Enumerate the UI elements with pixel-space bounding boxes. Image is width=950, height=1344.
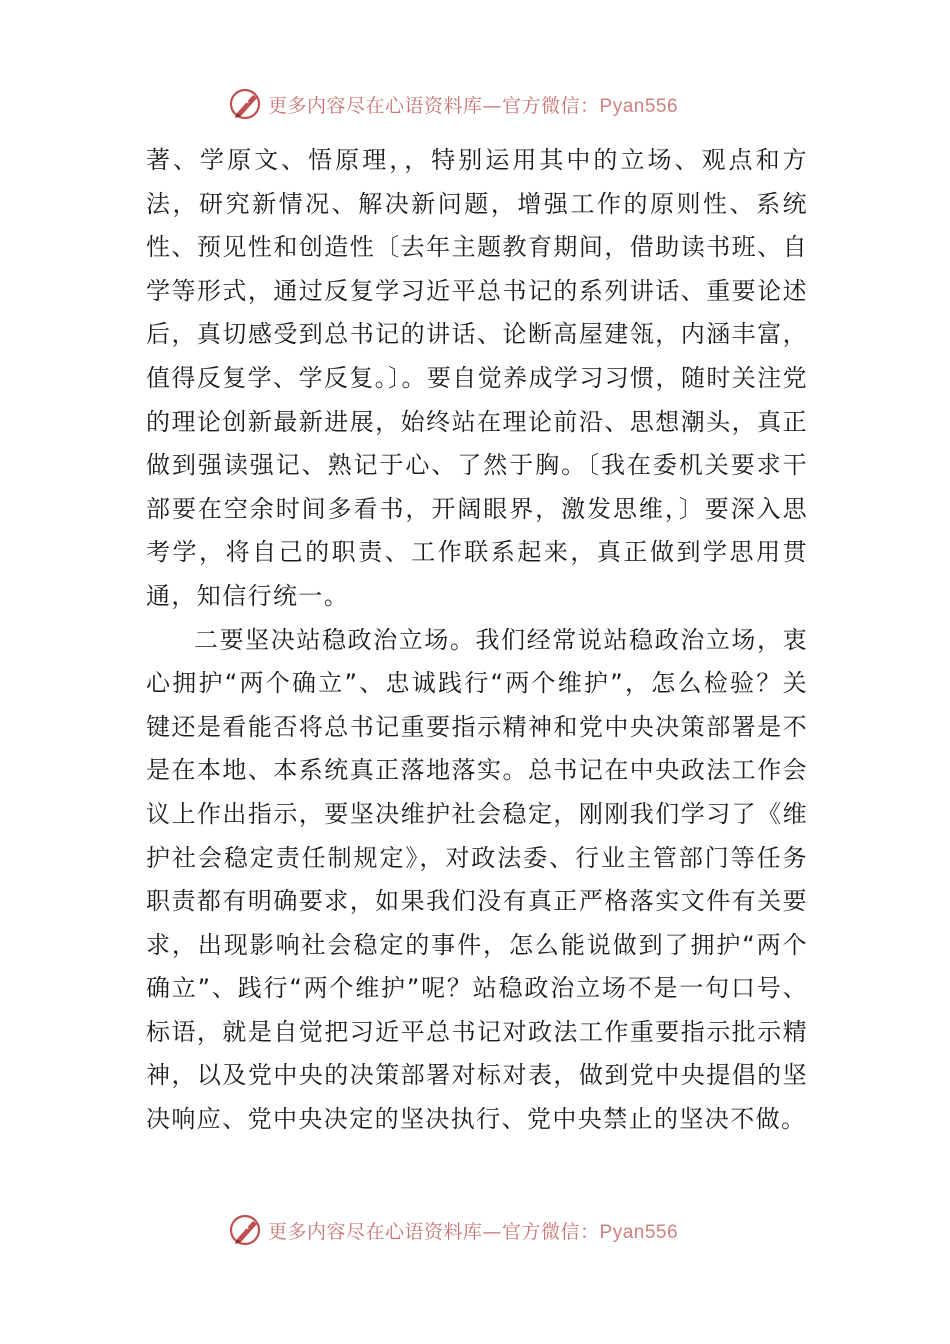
document-body: [146, 139, 808, 1142]
footer-banner: [228, 1210, 678, 1250]
header-wechat-handle: Pyan556: [599, 95, 679, 117]
paragraph-1: 著、学原文、悟原理，，特别运用其中的立场、观点和方法，研究新情况、解决新问题，增强工作的原则性、系统性、预见性和创造性〔去年主题教育期间，借助读书班、自学等形式，通过反复学习近平总书记的系列讲话、重要论述后，真切感受到总书记的讲话、论断高屋建瓴，内涵丰富，值得反复学、学反复。〕。要自觉养成学习习惯，随时关注党的理论创新最新进展，始终站在理论前沿、思想潮头，真正做到强读强记、熟记于心、了然于胸。〔我在委机关要求干部要在空余时间多看书，开阔眼界，激发思维，〕要深入思考学，将自己的职责、工作联系起来，真正做到学思用贯通，知信行统一。: [146, 146, 808, 610]
header-banner-text: 更多内容尽在心语资料库—官方微信：Pyan556: [268, 94, 679, 117]
pen-logo-icon: [228, 86, 264, 122]
header-banner: [228, 84, 678, 124]
pen-logo-icon: [228, 1212, 264, 1248]
footer-wechat-handle: Pyan556: [599, 1221, 679, 1243]
paragraph-2: 二要坚决站稳政治立场。我们经常说站稳政治立场，衷心拥护“两个确立”、忠诚践行“两个维护”，怎么检验？关键还是看能否将总书记重要指示精神和党中央决策部署是不是在本地、本系统真正落地落实。总书记在中央政法工作会议上作出指示，要坚决维护社会稳定，刚刚我们学习了《维护社会稳定责任制规定》，对政法委、行业主管部门等任务职责都有明确要求，如果我们没有真正严格落实文件有关要求，出现影响社会稳定的事件，怎么能说做到了拥护“两个确立”、践行“两个维护”呢？站稳政治立场不是一句口号、标语，就是自觉把习近平总书记对政法工作重要指示批示精神，以及党中央的决策部署对标对表，做到党中央提倡的坚决响应、党中央决定的坚决执行、党中央禁止的坚决不做。: [146, 625, 808, 1134]
footer-banner-text: 更多内容尽在心语资料库—官方微信：Pyan556: [268, 1220, 679, 1243]
